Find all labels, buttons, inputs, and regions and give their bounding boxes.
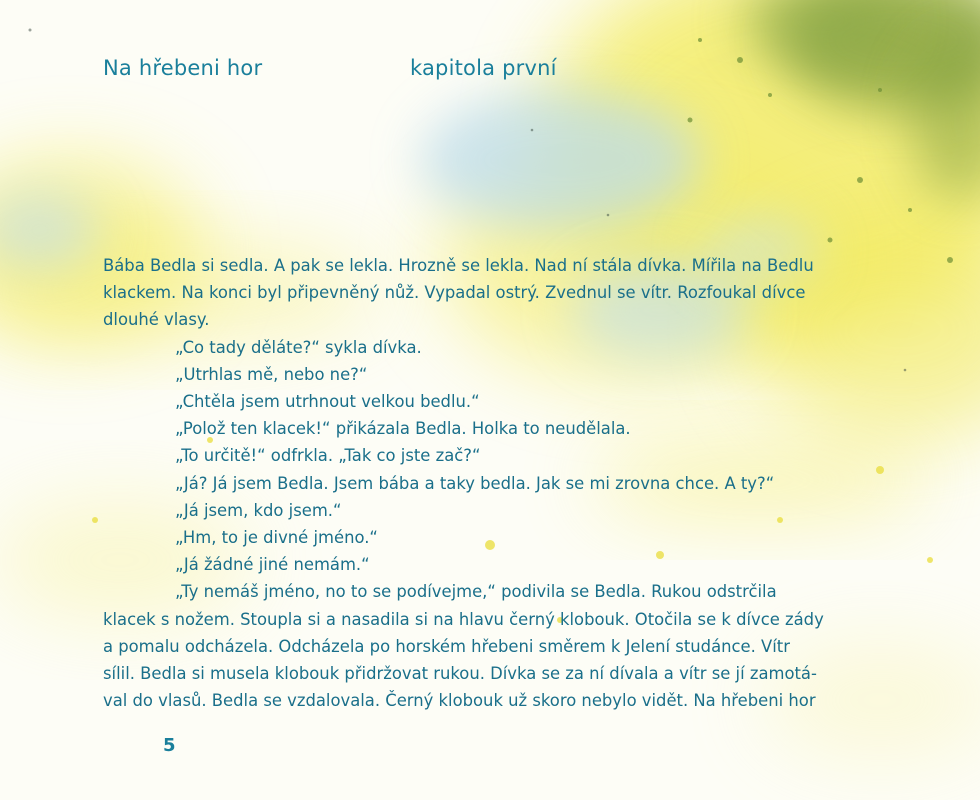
text-line: „Chtěla jsem utrhnout velkou bedlu.“ xyxy=(175,392,480,412)
text-line: klacek s nožem. Stoupla si a nasadila si na hlavu černý klobouk. Otočila se k dívce zády xyxy=(103,609,824,629)
chapter-body xyxy=(103,252,913,714)
text-line: „Polož ten klacek!“ přikázala Bedla. Holka to neudělala. xyxy=(175,419,631,439)
text-line: „Hm, to je divné jméno.“ xyxy=(175,528,378,548)
text-line: „Ty nemáš jméno, no to se podívejme,“ podivila se Bedla. Rukou odstrčila xyxy=(175,582,777,602)
text-line: dlouhé vlasy. xyxy=(103,310,210,330)
text-line: „Já jsem, kdo jsem.“ xyxy=(175,500,342,520)
text-line: klackem. Na konci byl připevněný nůž. Vypadal ostrý. Zvednul se vítr. Rozfoukal dívce xyxy=(103,283,806,303)
book-title: Na hřebeni hor xyxy=(103,56,263,80)
text-line: a pomalu odcházela. Odcházela po horském hřebeni směrem k Jelení studánce. Vítr xyxy=(103,636,790,656)
text-line: sílil. Bedla si musela klobouk přidržovat rukou. Dívka se za ní dívala a vítr se jí zamotá- xyxy=(103,664,817,684)
text-line: val do vlasů. Bedla se vzdalovala. Černý klobouk už skoro nebylo vidět. Na hřebeni hor xyxy=(103,691,816,711)
text-line: „Já žádné jiné nemám.“ xyxy=(175,555,370,575)
text-line: „Já? Já jsem Bedla. Jsem bába a taky bedla. Jak se mi zrovna chce. A ty?“ xyxy=(175,473,775,493)
page-number: 5 xyxy=(163,735,176,756)
text-line: „Utrhlas mě, nebo ne?“ xyxy=(175,364,368,384)
text-line: „Co tady děláte?“ sykla dívka. xyxy=(175,337,422,357)
text-line: „To určitě!“ odfrkla. „Tak co jste zač?“ xyxy=(175,446,481,466)
chapter-title: kapitola první xyxy=(410,56,557,80)
text-line: Bába Bedla si sedla. A pak se lekla. Hrozně se lekla. Nad ní stála dívka. Mířila na Bedlu xyxy=(103,256,814,275)
